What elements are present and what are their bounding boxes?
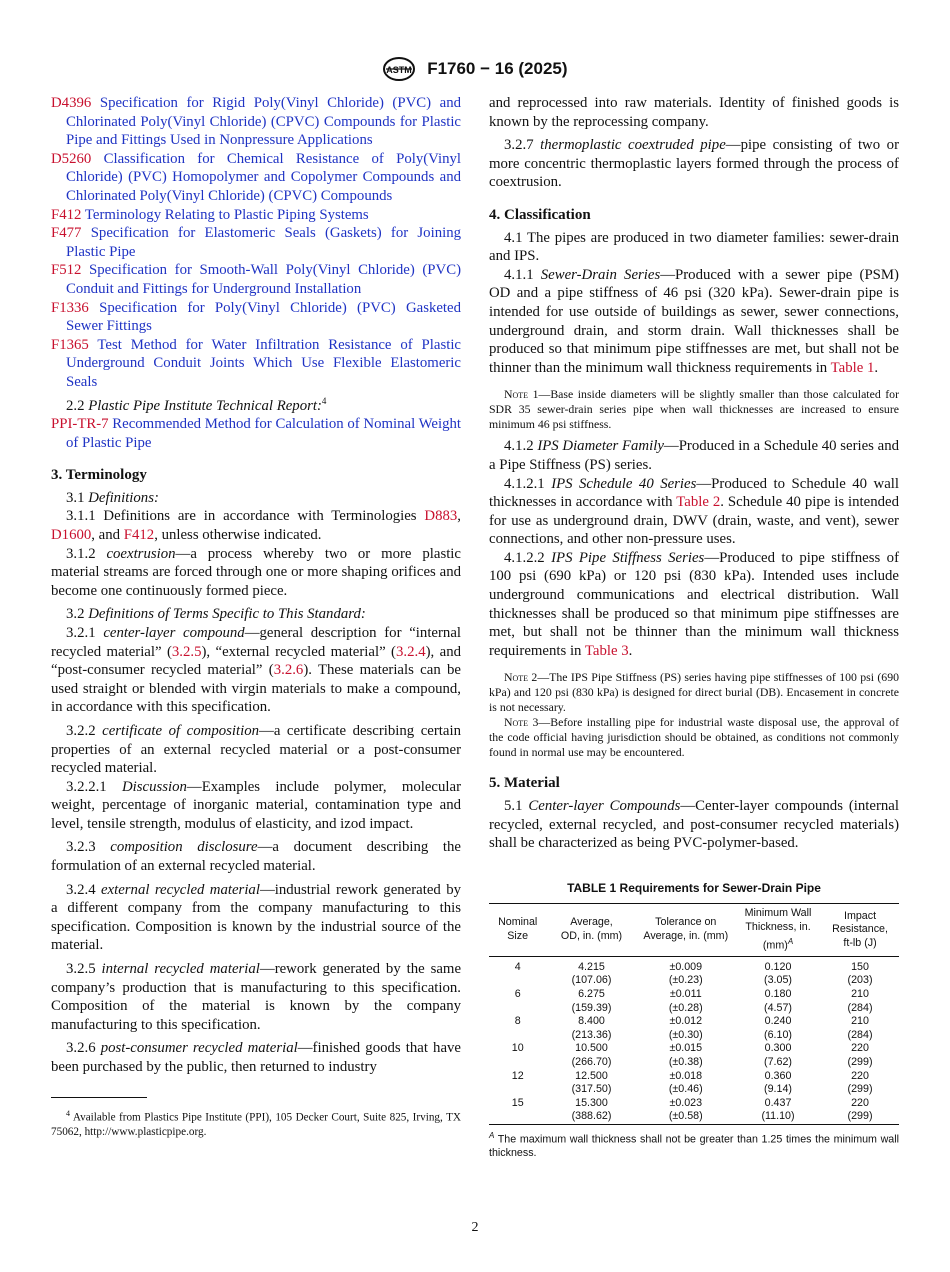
column-header-average-od bbox=[546, 904, 636, 956]
cell-tolerance bbox=[637, 1015, 735, 1042]
link-d1600[interactable]: D1600 bbox=[51, 526, 92, 543]
header-line: Impact bbox=[843, 909, 877, 922]
clause-number: 4.1.2 bbox=[504, 438, 534, 455]
defined-term: internal recycled material bbox=[101, 961, 260, 978]
reference-f412 bbox=[51, 206, 461, 225]
table-header-row bbox=[489, 904, 899, 956]
clause-text: —pipe consisting of two or more concentric thermoplastic layers formed through the process of coextrusion. bbox=[489, 137, 899, 191]
cell-tolerance bbox=[637, 956, 735, 988]
clause-text: . bbox=[628, 642, 633, 659]
value-mm: (6.10) bbox=[764, 1028, 792, 1041]
page-number: 2 bbox=[471, 1220, 479, 1235]
section-2-2 bbox=[51, 392, 461, 416]
reference-code[interactable]: F512 bbox=[51, 262, 82, 279]
right-column bbox=[489, 94, 899, 1161]
cell-impact bbox=[821, 1097, 899, 1125]
value-mm: (±0.28) bbox=[668, 1001, 703, 1014]
clause-text: 3.1.1 Definitions are in accordance with Terminologies bbox=[66, 508, 417, 525]
header-line: OD, in. (mm) bbox=[560, 930, 623, 943]
defined-term: post-consumer recycled material bbox=[100, 1040, 298, 1057]
clause-text: —a certificate describing certain properties of an external recycled material or a post-consumer recycled material. bbox=[51, 722, 461, 777]
footnote-marker: A bbox=[489, 1130, 495, 1140]
defined-term: thermoplastic coextruded pipe bbox=[540, 137, 726, 154]
header-line: Average, bbox=[570, 916, 613, 929]
value-mm: (3.05) bbox=[764, 974, 792, 987]
table-row bbox=[489, 1042, 899, 1069]
value-in: 8.400 bbox=[578, 1015, 605, 1028]
clause-3-2-2-1 bbox=[51, 778, 461, 834]
link-3-2-4[interactable]: 3.2.4 bbox=[396, 643, 426, 660]
cell-impact bbox=[821, 988, 899, 1015]
clause-3-2-3 bbox=[51, 838, 461, 875]
table-1-title: TABLE 1 Requirements for Sewer-Drain Pipe bbox=[567, 880, 821, 895]
defined-term: center-layer compound bbox=[103, 624, 245, 641]
cell-od bbox=[546, 956, 636, 988]
cell-size: 10 bbox=[511, 1042, 524, 1055]
clause-4-1-1 bbox=[489, 266, 899, 378]
cell-impact bbox=[821, 1070, 899, 1097]
value-mm: (107.06) bbox=[571, 974, 612, 987]
footnote-marker[interactable]: 4 bbox=[321, 395, 327, 406]
defined-term: coextrusion bbox=[106, 545, 176, 562]
reference-code[interactable]: PPI-TR-7 bbox=[51, 416, 109, 433]
value-ftlb: 210 bbox=[851, 1015, 869, 1028]
header-line: Tolerance on bbox=[655, 916, 717, 929]
clause-number: 3.2.7 bbox=[504, 137, 534, 154]
footnote-text: The maximum wall thickness shall not be greater than 1.25 times the minimum wall thickness. bbox=[489, 1133, 899, 1160]
defined-term: external recycled material bbox=[100, 881, 260, 898]
clause-3-1-2 bbox=[51, 545, 461, 601]
reference-code[interactable]: F1336 bbox=[51, 299, 89, 316]
clause-number: 3.2.6 bbox=[66, 1040, 96, 1057]
value-ftlb: 220 bbox=[851, 1042, 869, 1055]
footnote-marker: 4 bbox=[66, 1108, 70, 1118]
clause-text: —Produced to Schedule 40 wall thicknesses in accordance with bbox=[489, 475, 900, 511]
clause-3-2-1 bbox=[51, 624, 461, 717]
clause-text: , unless otherwise indicated. bbox=[154, 526, 322, 543]
clause-text: . bbox=[874, 359, 879, 376]
clause-text: —a process whereby two or more plastic material streams are forced through one or more shaping orifices and become one continuously formed piece. bbox=[51, 545, 461, 599]
reference-title[interactable]: Specification for Rigid Poly(Vinyl Chloride) (PVC) and Chlorinated Poly(Vinyl Chloride) (CPVC) Compounds for Plastic Pipe and Fittings Used in Nonpressure Applications bbox=[66, 95, 461, 149]
cell-impact bbox=[821, 1015, 899, 1042]
clause-text: ), and “post-consumer recycled material” ( bbox=[51, 643, 461, 679]
reference-code[interactable]: F477 bbox=[51, 225, 82, 242]
cell-od bbox=[546, 1097, 636, 1125]
cell-wall bbox=[735, 956, 821, 988]
defined-term: Discussion bbox=[121, 778, 187, 795]
cell-size: 15 bbox=[489, 1097, 546, 1125]
value-mm: (317.50) bbox=[571, 1083, 612, 1096]
header-line: Nominal bbox=[498, 916, 538, 929]
cell-wall bbox=[735, 1070, 821, 1097]
cell-od bbox=[546, 988, 636, 1015]
clause-3-2-6-continued: and reprocessed into raw materials. Identity of finished goods is known by the reprocessing company. bbox=[489, 95, 899, 130]
defined-term: composition disclosure bbox=[110, 839, 258, 856]
value-in: 0.360 bbox=[764, 1069, 792, 1082]
defined-term: IPS Pipe Stiffness Series bbox=[551, 549, 705, 566]
header-line: (mm) bbox=[762, 939, 788, 952]
clause-number: 4.1.2.2 bbox=[504, 549, 545, 566]
defined-term: IPS Diameter Family bbox=[537, 438, 664, 455]
value-ftlb: 220 bbox=[851, 1069, 869, 1082]
clause-text: —general description for “internal recycled material” ( bbox=[51, 624, 461, 660]
section-heading-terminology: 3. Terminology bbox=[51, 467, 147, 484]
value-j: (203) bbox=[847, 974, 873, 987]
clause-3-2-6 bbox=[51, 1039, 461, 1076]
reference-f477 bbox=[51, 224, 461, 261]
defined-term: Sewer-Drain Series bbox=[540, 266, 661, 283]
value-in: 12.500 bbox=[575, 1069, 608, 1082]
note-3 bbox=[489, 715, 899, 760]
clause-4-1: 4.1 The pipes are produced in two diameter families: sewer-drain and IPS. bbox=[489, 229, 899, 265]
left-column bbox=[51, 94, 461, 1140]
value-j: (299) bbox=[847, 1055, 873, 1068]
link-table-1[interactable]: Table 1 bbox=[830, 359, 875, 376]
cell-tolerance bbox=[637, 1097, 735, 1125]
value-in: 0.300 bbox=[764, 1042, 792, 1055]
reference-title[interactable]: Specification for Poly(Vinyl Chloride) (PVC) Gasketed Sewer Fittings bbox=[66, 299, 461, 335]
value-ftlb: 150 bbox=[851, 960, 869, 973]
clause-text: ). These materials can be used straight or blended with virgin materials to make a compound, in accordance with this specification. bbox=[51, 662, 462, 716]
cell-wall bbox=[735, 1042, 821, 1069]
cell-impact bbox=[821, 1042, 899, 1069]
link-table-3[interactable]: Table 3 bbox=[584, 642, 629, 659]
link-f412[interactable]: F412 bbox=[123, 526, 155, 543]
value-mm: (11.10) bbox=[761, 1110, 795, 1123]
value-mm: (266.70) bbox=[571, 1055, 612, 1068]
note-1 bbox=[489, 387, 899, 432]
clause-number: 2.2 bbox=[66, 397, 85, 414]
header-line: Minimum Wall bbox=[744, 907, 812, 920]
value-mm: (±0.38) bbox=[668, 1055, 703, 1068]
cell-wall bbox=[735, 1097, 821, 1125]
clause-number: 3.2.2 bbox=[66, 722, 96, 739]
table-row bbox=[489, 1015, 899, 1042]
value-in: ±0.009 bbox=[669, 960, 703, 973]
clause-5-1 bbox=[489, 797, 899, 853]
cell-od bbox=[546, 1070, 636, 1097]
clause-3-1-1 bbox=[51, 507, 461, 544]
header-line: Resistance, bbox=[832, 923, 888, 936]
reference-code[interactable]: D4396 bbox=[51, 95, 92, 111]
link-3-2-5[interactable]: 3.2.5 bbox=[171, 643, 202, 660]
value-mm: (7.62) bbox=[764, 1055, 792, 1068]
clause-title: Plastic Pipe Institute Technical Report: bbox=[88, 397, 322, 414]
clause-3-2 bbox=[51, 605, 461, 624]
reference-title[interactable]: Test Method for Water Infiltration Resistance of Plastic Underground Conduit Joints Which Use Flexible Elastomeric Seals bbox=[66, 336, 461, 390]
svg-text:ASTM: ASTM bbox=[386, 65, 413, 75]
link-d883[interactable]: D883 bbox=[424, 508, 458, 525]
cell-size: 6 bbox=[514, 987, 521, 1000]
header-line: Size bbox=[507, 930, 529, 943]
value-mm: (388.62) bbox=[571, 1110, 612, 1123]
defined-term: Center-layer Compounds bbox=[528, 798, 681, 815]
clause-number: 5.1 bbox=[504, 798, 523, 815]
reference-code[interactable]: F412 bbox=[51, 206, 82, 223]
section-heading-material: 5. Material bbox=[489, 775, 560, 792]
note-label: Note 2 bbox=[504, 670, 538, 685]
value-in: 0.120 bbox=[764, 960, 792, 973]
clause-title: Definitions: bbox=[88, 489, 159, 506]
column-header-impact-resistance bbox=[821, 904, 899, 956]
cell-od bbox=[546, 1042, 636, 1069]
value-mm: (±0.23) bbox=[668, 974, 703, 987]
value-j: (284) bbox=[847, 1001, 873, 1014]
table-row bbox=[489, 988, 899, 1015]
reference-d5260 bbox=[51, 150, 461, 206]
reference-f512 bbox=[51, 261, 461, 298]
cell-od bbox=[546, 1015, 636, 1042]
reference-f1336 bbox=[51, 299, 461, 336]
value-j: (299) bbox=[847, 1083, 873, 1096]
separator: , and bbox=[91, 526, 124, 543]
reference-ppi-tr-7 bbox=[51, 415, 461, 452]
cell-tolerance bbox=[637, 1042, 735, 1069]
section-heading-classification: 4. Classification bbox=[489, 206, 591, 223]
clause-number: 3.1.2 bbox=[66, 545, 96, 562]
link-3-2-6[interactable]: 3.2.6 bbox=[273, 662, 304, 679]
cell-impact bbox=[821, 956, 899, 988]
clause-4-1-2-1 bbox=[489, 475, 899, 549]
note-text: —The IPS Pipe Stiffness (PS) series having pipe stiffnesses of 100 psi (690 kPa) and 120 psi (830 kPa) is designed for direct burial (DB). Encasement in concrete is not necessary. bbox=[489, 670, 900, 715]
clause-4-1-2-2 bbox=[489, 549, 899, 661]
defined-term: IPS Schedule 40 Series bbox=[551, 475, 697, 492]
value-in: 10.500 bbox=[575, 1042, 608, 1055]
clause-number: 4.1.2.1 bbox=[504, 475, 545, 492]
column-header-tolerance bbox=[637, 904, 735, 956]
clause-text: —Produced in a Schedule 40 series and a Pipe Stiffness (PS) series. bbox=[489, 438, 900, 473]
value-mm: (4.57) bbox=[764, 1001, 792, 1014]
clause-title: Definitions of Terms Specific to This Standard: bbox=[88, 606, 366, 623]
value-in: ±0.011 bbox=[669, 987, 702, 1000]
reference-f1365 bbox=[51, 336, 461, 392]
cell-tolerance bbox=[637, 1070, 735, 1097]
value-mm: (±0.46) bbox=[668, 1083, 703, 1096]
clause-text: —Produced with a sewer pipe (PSM) OD and a pipe stiffness of 46 psi (320 kPa). Sewer-drain pipe is intended for use outside of buildings as sewer, sewer connections, underground drain, and storm drain. Wall thicknesses shall be produced so that minimum pipe stiffnesses are met, but shall not be thinner than the minimum wall thickness requirements in bbox=[489, 266, 899, 376]
header-line: Thickness, in. bbox=[745, 921, 811, 933]
clause-text: . Schedule 40 pipe is intended for use as underground drain, DWV (drain, waste, and vent), sewer connections, and other non-pressure uses. bbox=[489, 494, 899, 548]
clause-text: —Center-layer compounds (internal recycled, external recycled, and post-consumer recycled materials) shall be characterized as being PVC-polymer-based. bbox=[489, 798, 899, 852]
cell-size: 8 bbox=[514, 1015, 521, 1028]
value-in: ±0.015 bbox=[669, 1042, 703, 1055]
referenced-documents-list bbox=[51, 94, 461, 392]
reference-title[interactable]: Classification for Chemical Resistance of Poly(Vinyl Chloride) (PVC) Homopolymer and Copolymer Compounds and Chlorinated Poly(Vinyl Chloride) (CPVC) Compounds bbox=[66, 150, 461, 204]
value-mm: (9.14) bbox=[764, 1083, 792, 1096]
value-in: ±0.018 bbox=[669, 1069, 703, 1082]
value-mm: (159.39) bbox=[571, 1001, 612, 1014]
table-row bbox=[489, 956, 899, 988]
value-ftlb: 220 bbox=[851, 1096, 869, 1109]
clause-text: —Examples include polymer, molecular weight, percentage of inorganic material, contamination type and level, tensile strength, modulus of elasticity, and izod impact. bbox=[51, 778, 461, 832]
clause-text: ), “external recycled material” ( bbox=[201, 643, 396, 660]
clause-text: —a document describing the formulation of an external recycled material. bbox=[51, 839, 461, 875]
clause-3-2-5 bbox=[51, 960, 461, 1034]
value-in: 15.300 bbox=[575, 1096, 608, 1109]
reference-title[interactable]: Terminology Relating to Plastic Piping Systems bbox=[84, 206, 369, 223]
value-in: ±0.012 bbox=[669, 1015, 703, 1028]
clause-number: 3.2.2.1 bbox=[66, 778, 107, 795]
clause-text: —industrial rework generated by a different company from the company manufacturing to this specification. Composition is known by the industrial source of the material. bbox=[51, 881, 461, 954]
cell-wall bbox=[735, 988, 821, 1015]
footnote-4 bbox=[51, 1106, 461, 1141]
header-line: Average, in. (mm) bbox=[643, 930, 729, 943]
link-table-2[interactable]: Table 2 bbox=[676, 494, 721, 511]
footnote-marker[interactable]: A bbox=[787, 936, 794, 946]
clause-number: 3.2.1 bbox=[66, 624, 96, 641]
table-row bbox=[489, 1097, 899, 1125]
clause-number: 3.2.5 bbox=[66, 961, 96, 978]
clause-number: 3.2.4 bbox=[66, 881, 96, 898]
clause-3-2-4 bbox=[51, 881, 461, 955]
clause-4-1-2 bbox=[489, 437, 899, 474]
clause-3-1 bbox=[51, 489, 461, 508]
value-mm: (213.36) bbox=[571, 1028, 612, 1041]
value-ftlb: 210 bbox=[851, 987, 869, 1000]
value-j: (299) bbox=[847, 1110, 873, 1123]
note-2 bbox=[489, 670, 899, 715]
clause-text: —rework generated by the same company’s production that is manufacturing to this specification. Composition of the material is known by the company manufacturing to this specification. bbox=[51, 961, 462, 1033]
value-in: 0.180 bbox=[764, 987, 792, 1000]
separator: , bbox=[457, 508, 461, 525]
note-label: Note 3 bbox=[504, 715, 539, 730]
note-label: Note 1 bbox=[504, 387, 539, 402]
reference-title[interactable]: Specification for Elastomeric Seals (Gaskets) for Joining Plastic Pipe bbox=[66, 225, 461, 260]
cell-tolerance bbox=[637, 988, 735, 1015]
column-header-minimum-wall bbox=[735, 904, 821, 956]
value-j: (284) bbox=[847, 1028, 873, 1041]
clause-number: 4.1.1 bbox=[504, 266, 534, 283]
cell-wall bbox=[735, 1015, 821, 1042]
cell-size: 12 bbox=[511, 1069, 524, 1082]
reference-title[interactable]: Recommended Method for Calculation of Nominal Weight of Plastic Pipe bbox=[66, 416, 461, 451]
note-text: —Before installing pipe for industrial waste disposal use, the approval of the code official having jurisdiction should be obtained, as conditions not commonly found in normal use may be encountered. bbox=[489, 715, 899, 760]
value-mm: (±0.58) bbox=[668, 1110, 703, 1123]
value-mm: (±0.30) bbox=[668, 1028, 703, 1041]
reference-title[interactable]: Specification for Smooth-Wall Poly(Vinyl Chloride) (PVC) Conduit and Fittings for Underground Installation bbox=[66, 262, 461, 297]
column-header-nominal-size bbox=[489, 904, 546, 956]
clause-number: 3.1 bbox=[66, 489, 85, 506]
table-row bbox=[489, 1070, 899, 1097]
value-in: 0.437 bbox=[764, 1096, 792, 1109]
value-in: 6.275 bbox=[578, 987, 605, 1000]
clause-3-2-2 bbox=[51, 722, 461, 778]
value-in: 4.215 bbox=[578, 960, 605, 973]
value-in: ±0.023 bbox=[669, 1096, 703, 1109]
clause-text: —Produced to pipe stiffness of 100 psi (690 kPa) or 120 psi (830 kPa). Intended uses include underground communications and electrical distribution. Wall thicknesses shall be produced so that minimum pipe stiffnesses are met, but shall not be thinner than the minimum wall thickness requirements in bbox=[489, 549, 900, 659]
reference-code[interactable]: F1365 bbox=[51, 336, 89, 353]
cell-size: 4 bbox=[514, 960, 521, 973]
value-in: 0.240 bbox=[764, 1015, 792, 1028]
page-header bbox=[0, 56, 950, 82]
clause-number: 3.2.3 bbox=[66, 839, 96, 856]
clause-number: 3.2 bbox=[66, 606, 85, 623]
clause-text: —finished goods that have been purchased by the public, then returned to industry bbox=[51, 1040, 461, 1076]
defined-term: certificate of composition bbox=[102, 722, 260, 739]
astm-logo-icon bbox=[382, 56, 416, 82]
document-designation: F1760 − 16 (2025) bbox=[427, 59, 568, 78]
note-text: —Base inside diameters will be slightly smaller than those calculated for SDR 35 sewer-drain series pipe when wall thicknesses are increased to ensure minimum 46 psi stiffness. bbox=[489, 387, 900, 432]
reference-code[interactable]: D5260 bbox=[51, 150, 92, 167]
reference-d4396 bbox=[51, 94, 461, 150]
table-1-sewer-drain-requirements bbox=[489, 903, 899, 1124]
clause-3-2-7 bbox=[489, 136, 899, 192]
footnote-divider bbox=[51, 1097, 147, 1098]
footnote-text: Available from Plastics Pipe Institute (PPI), 105 Decker Court, Suite 825, Irving, TX 75062, http://www.plasticpipe.org. bbox=[51, 1111, 462, 1139]
table-1-footnote bbox=[489, 1129, 899, 1161]
header-line: ft-lb (J) bbox=[843, 936, 877, 949]
